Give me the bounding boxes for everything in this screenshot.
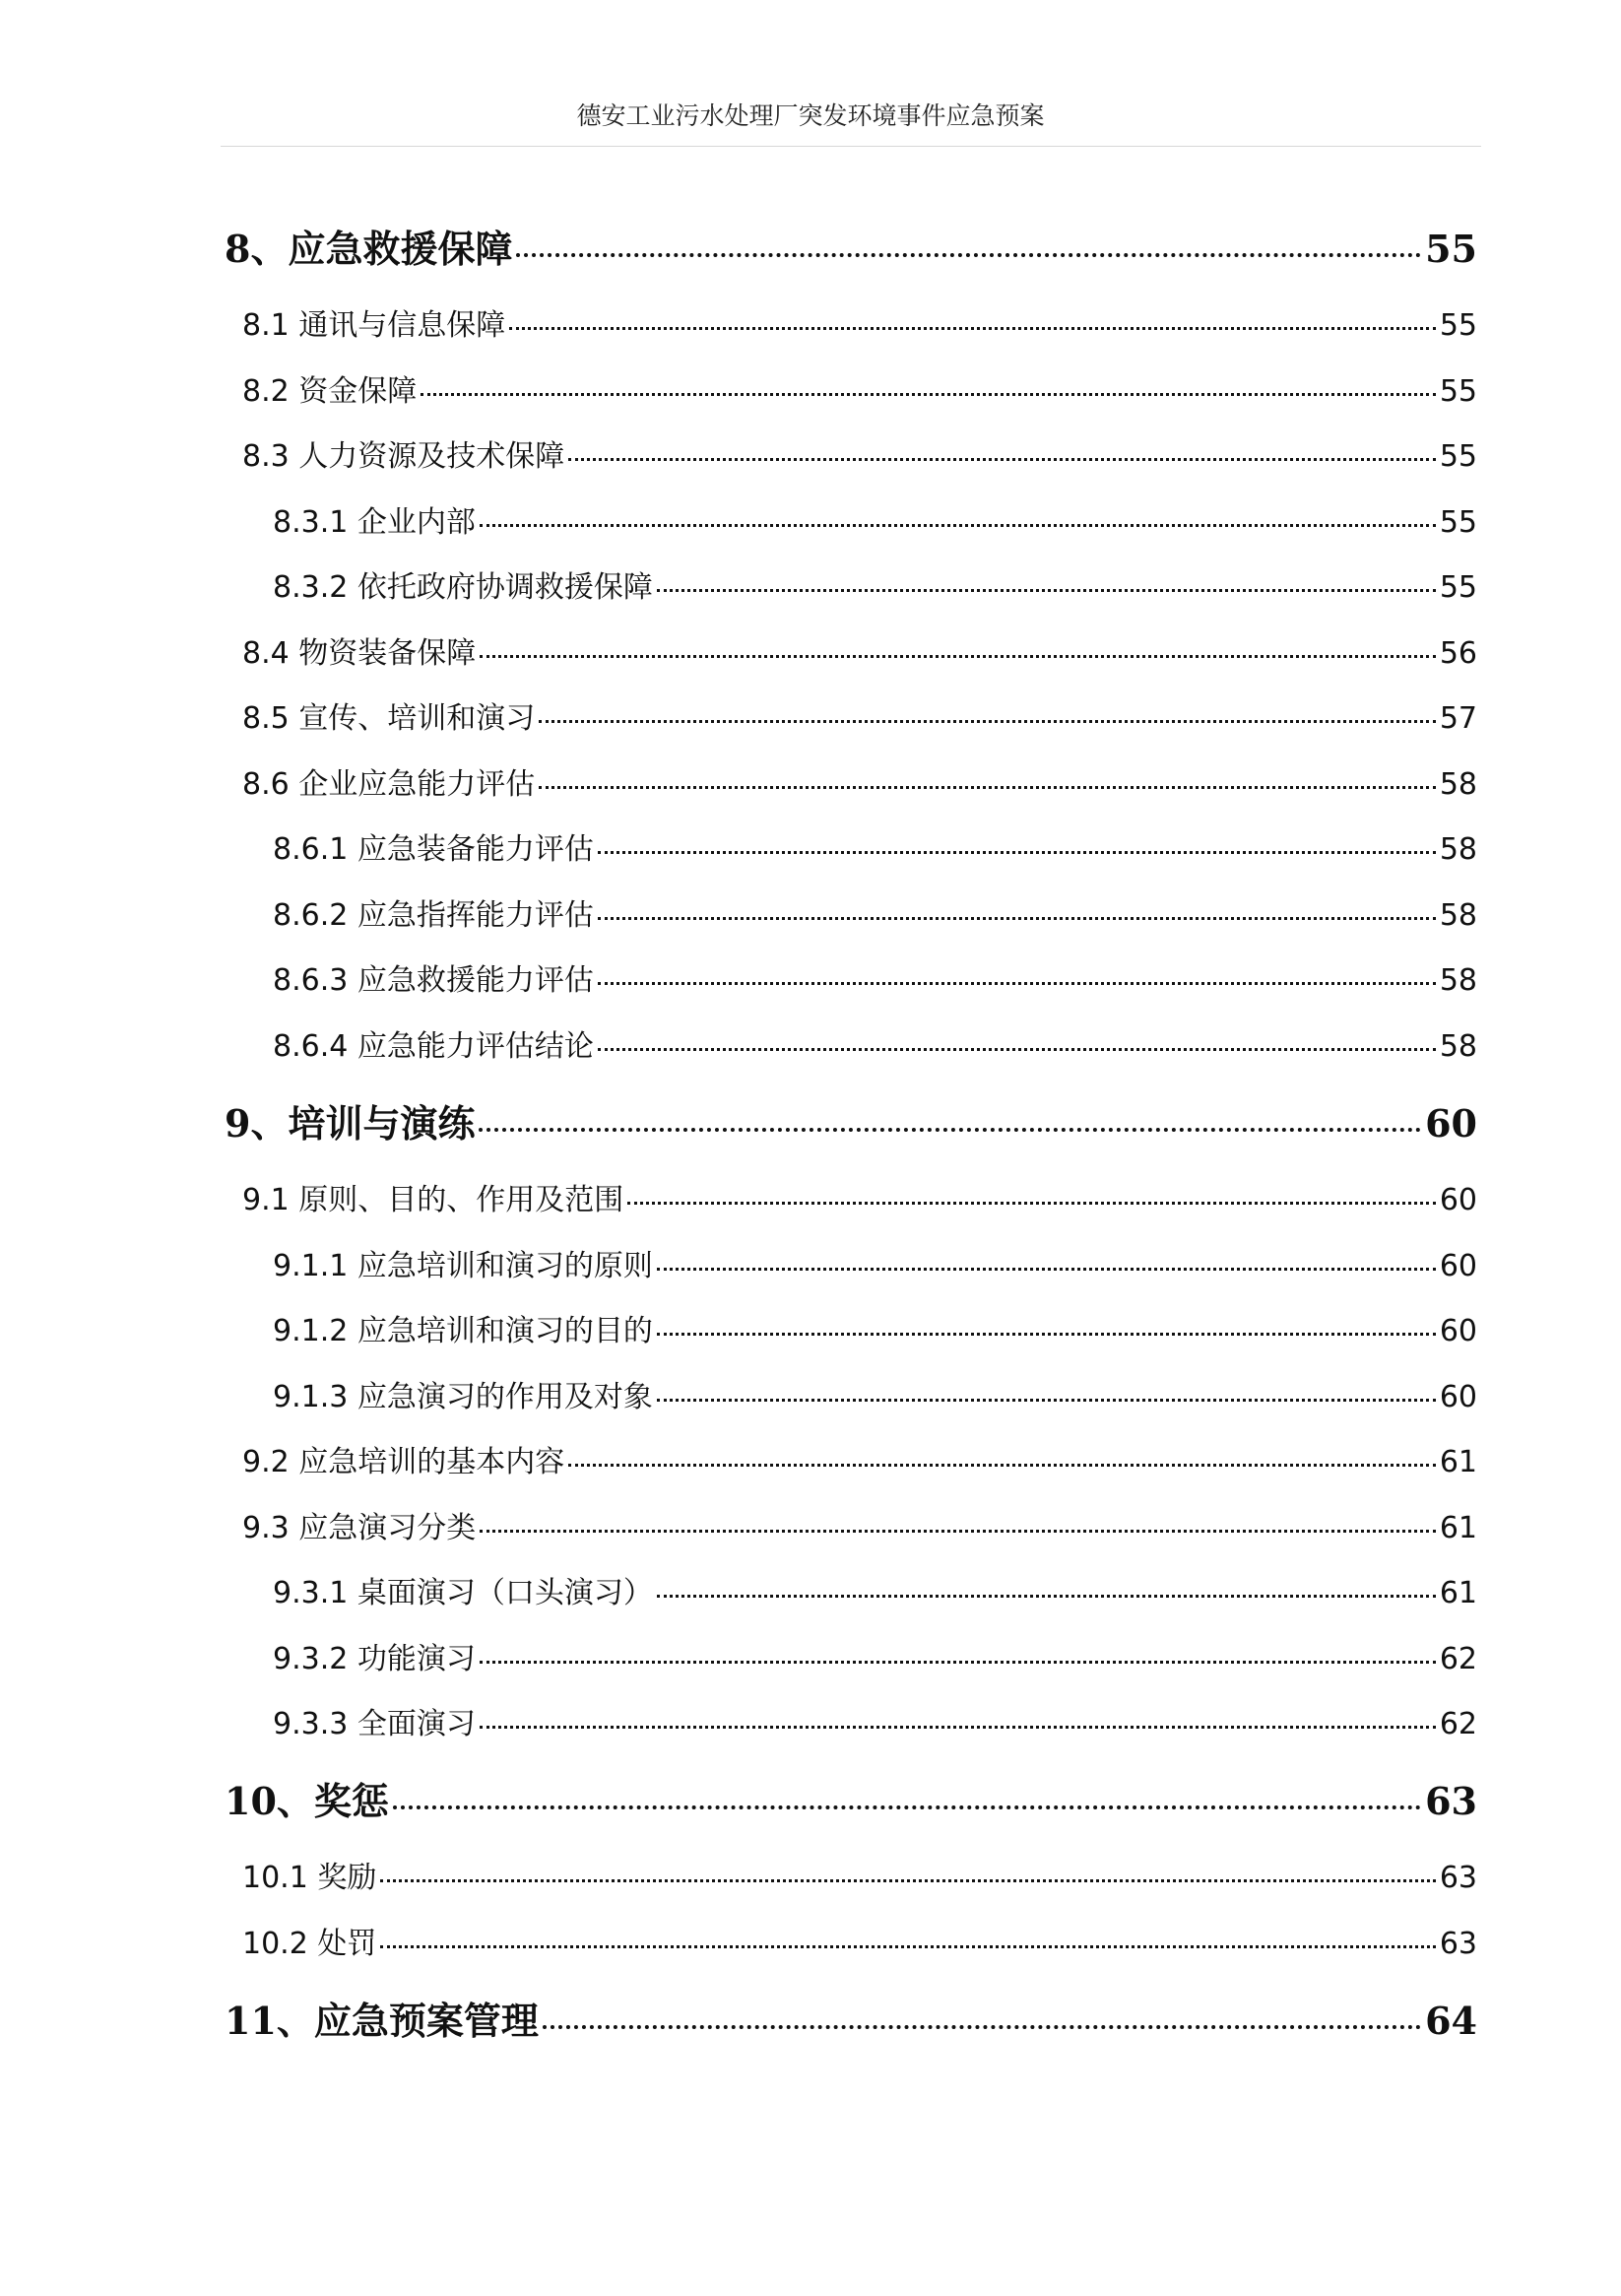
dot-leader — [380, 1945, 1435, 1948]
toc-entry-label: 9、培训与演练 — [225, 1101, 476, 1146]
toc-entry-page: 62 — [1439, 1642, 1477, 1676]
dot-leader — [657, 1333, 1436, 1336]
toc-entry-chapter[interactable] — [0, 1093, 1621, 1148]
dot-leader — [657, 1268, 1436, 1271]
toc-entry-page: 61 — [1439, 1511, 1477, 1545]
toc-entry-label: 9.3 应急演习分类 — [242, 1511, 477, 1545]
toc-entry-section[interactable] — [0, 1175, 1621, 1218]
toc-entry-label: 8.4 物资装备保障 — [242, 636, 477, 671]
toc-entry-page: 60 — [1439, 1380, 1477, 1414]
toc-entry-page: 60 — [1439, 1183, 1477, 1217]
dot-leader — [539, 720, 1436, 723]
toc-entry-label: 9.3.2 功能演习 — [273, 1642, 476, 1676]
toc-entry-label: 8.6.1 应急装备能力评估 — [273, 832, 594, 867]
running-header: 德安工业污水处理厂突发环境事件应急预案 — [576, 101, 1045, 130]
toc-entry-section[interactable] — [0, 1437, 1621, 1480]
toc-entry-label: 9.3.3 全面演习 — [273, 1707, 476, 1741]
toc-entry-page: 63 — [1439, 1927, 1477, 1961]
toc-entry-section[interactable] — [0, 431, 1621, 475]
toc-entry-subsection[interactable] — [0, 955, 1621, 999]
dot-leader — [480, 1726, 1436, 1729]
dot-leader — [598, 917, 1436, 920]
dot-leader — [380, 1879, 1435, 1882]
toc-entry-page: 60 — [1439, 1314, 1477, 1348]
toc-entry-label: 9.3.1 桌面演习（口头演习） — [273, 1576, 653, 1610]
dot-leader — [509, 327, 1436, 330]
toc-entry-label: 8.6.2 应急指挥能力评估 — [273, 898, 594, 933]
toc-entry-label: 8、应急救援保障 — [225, 227, 513, 271]
dot-leader — [543, 2025, 1421, 2029]
toc-entry-page: 55 — [1439, 439, 1477, 474]
toc-entry-page: 63 — [1425, 1779, 1477, 1823]
toc-entry-subsection[interactable] — [0, 1021, 1621, 1065]
toc-entry-label: 9.1.1 应急培训和演习的原则 — [273, 1249, 653, 1283]
dot-leader — [421, 393, 1436, 396]
toc-entry-label: 9.1.3 应急演习的作用及对象 — [273, 1380, 653, 1414]
dot-leader — [657, 589, 1436, 592]
toc-entry-subsection[interactable] — [0, 1372, 1621, 1415]
toc-entry-section[interactable] — [0, 1919, 1621, 1962]
toc-entry-label: 8.5 宣传、培训和演习 — [242, 701, 536, 736]
toc-entry-page: 63 — [1439, 1861, 1477, 1895]
toc-entry-subsection[interactable] — [0, 497, 1621, 541]
toc-entry-section[interactable] — [0, 1853, 1621, 1896]
toc-entry-subsection[interactable] — [0, 562, 1621, 606]
toc-entry-page: 55 — [1439, 374, 1477, 409]
toc-entry-page: 64 — [1425, 1999, 1477, 2043]
toc-entry-page: 60 — [1439, 1249, 1477, 1283]
dot-leader — [480, 524, 1436, 527]
dot-leader — [480, 1661, 1436, 1664]
toc-entry-label: 8.6 企业应急能力评估 — [242, 767, 536, 802]
toc-entry-chapter[interactable] — [0, 1771, 1621, 1825]
toc-entry-page: 60 — [1425, 1101, 1477, 1146]
toc-entry-label: 10、奖惩 — [225, 1779, 389, 1823]
toc-entry-label: 9.1 原则、目的、作用及范围 — [242, 1183, 624, 1217]
toc-entry-label: 9.1.2 应急培训和演习的目的 — [273, 1314, 653, 1348]
dot-leader — [568, 1464, 1436, 1467]
toc-entry-page: 62 — [1439, 1707, 1477, 1741]
toc-entry-subsection[interactable] — [0, 1568, 1621, 1611]
toc-entry-label: 8.3 人力资源及技术保障 — [242, 439, 565, 474]
toc-entry-page: 58 — [1439, 963, 1477, 998]
toc-entry-label: 8.3.1 企业内部 — [273, 505, 476, 540]
toc-entry-section[interactable] — [0, 628, 1621, 672]
toc-entry-chapter[interactable] — [0, 219, 1621, 273]
toc-entry-page: 55 — [1425, 227, 1477, 271]
toc-entry-subsection[interactable] — [0, 824, 1621, 868]
toc-entry-page: 55 — [1439, 570, 1477, 605]
toc-entry-page: 55 — [1439, 308, 1477, 343]
dot-leader — [598, 851, 1436, 854]
dot-leader — [479, 1128, 1421, 1132]
dot-leader — [598, 1048, 1436, 1051]
toc-entry-subsection[interactable] — [0, 1699, 1621, 1742]
toc-entry-label: 10.1 奖励 — [242, 1861, 377, 1895]
toc-entry-page: 58 — [1439, 832, 1477, 867]
toc-entry-page: 61 — [1439, 1445, 1477, 1479]
dot-leader — [393, 1805, 1421, 1809]
toc-entry-subsection[interactable] — [0, 1306, 1621, 1349]
dot-leader — [657, 1595, 1436, 1598]
toc-entry-page: 55 — [1439, 505, 1477, 540]
toc-entry-label: 8.1 通讯与信息保障 — [242, 308, 506, 343]
toc-entry-label: 8.3.2 依托政府协调救援保障 — [273, 570, 653, 605]
dot-leader — [539, 786, 1436, 789]
dot-leader — [480, 655, 1436, 658]
toc-entry-chapter[interactable] — [0, 1991, 1621, 2045]
toc-entry-label: 8.6.4 应急能力评估结论 — [273, 1029, 594, 1064]
toc-entry-page: 58 — [1439, 898, 1477, 933]
dot-leader — [516, 253, 1421, 257]
toc-entry-subsection[interactable] — [0, 1634, 1621, 1677]
toc-entry-section[interactable] — [0, 693, 1621, 737]
toc-entry-page: 57 — [1439, 701, 1477, 736]
dot-leader — [480, 1530, 1436, 1533]
dot-leader — [657, 1399, 1436, 1402]
toc-entry-section[interactable] — [0, 300, 1621, 344]
toc-entry-label: 10.2 处罚 — [242, 1927, 377, 1961]
toc-entry-page: 58 — [1439, 767, 1477, 802]
toc-entry-subsection[interactable] — [0, 890, 1621, 934]
toc-entry-section[interactable] — [0, 1503, 1621, 1546]
toc-entry-section[interactable] — [0, 759, 1621, 803]
toc-entry-page: 61 — [1439, 1576, 1477, 1610]
toc-entry-subsection[interactable] — [0, 1241, 1621, 1284]
toc-entry-label: 8.6.3 应急救援能力评估 — [273, 963, 594, 998]
dot-leader — [627, 1202, 1436, 1205]
dot-leader — [568, 458, 1436, 461]
toc-entry-page: 58 — [1439, 1029, 1477, 1064]
dot-leader — [598, 982, 1436, 985]
toc-entry-label: 11、应急预案管理 — [225, 1999, 539, 2043]
toc-entry-label: 9.2 应急培训的基本内容 — [242, 1445, 565, 1479]
toc-entry-section[interactable] — [0, 366, 1621, 410]
toc-entry-label: 8.2 资金保障 — [242, 374, 418, 409]
header-divider — [221, 146, 1481, 147]
toc-entry-page: 56 — [1439, 636, 1477, 671]
